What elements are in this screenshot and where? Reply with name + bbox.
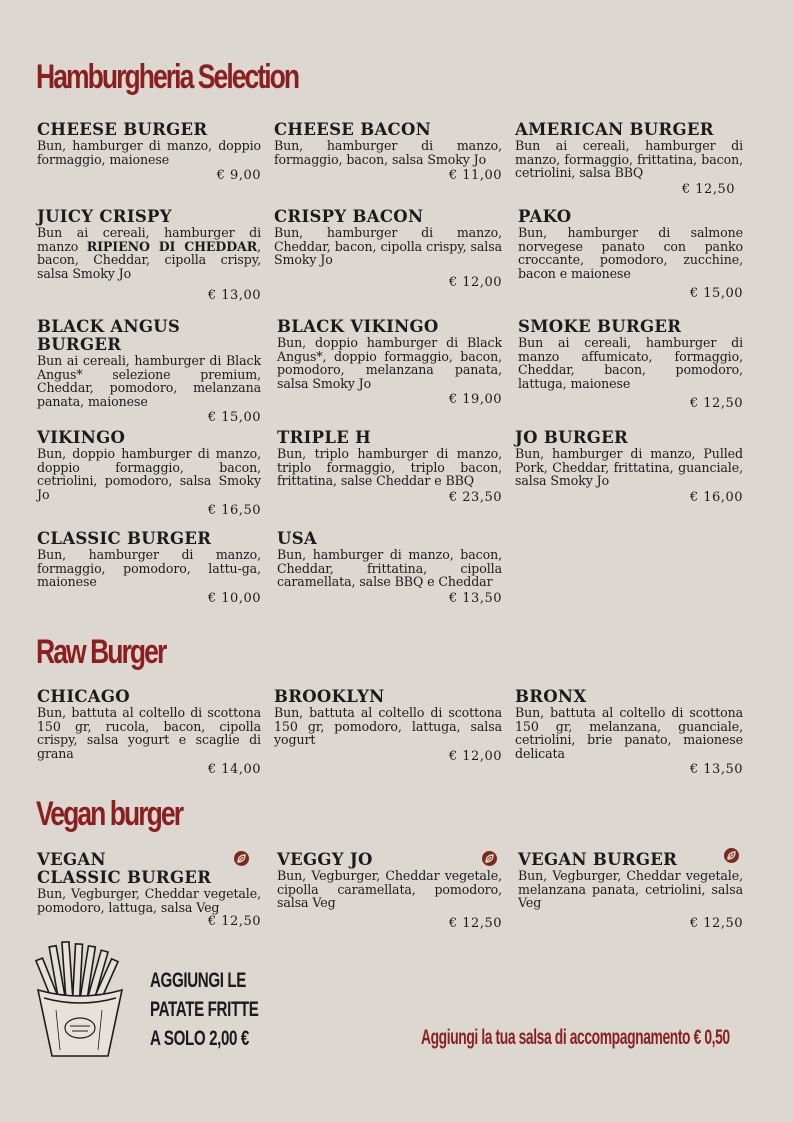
item-name: VEGAN BURGER: [518, 850, 678, 869]
menu-item-smoke-burger: [518, 318, 743, 411]
item-name: PAKO: [518, 207, 572, 226]
item-price: € 13,50: [689, 762, 743, 777]
item-price: € 9,00: [216, 168, 261, 183]
item-name: VIKINGO: [37, 428, 126, 447]
item-description: Bun, battuta al coltello di scottona 150 gr, rucola, bacon, cipolla crispy, salsa yogurt e scaglie di grana: [37, 705, 261, 761]
item-price: € 13,00: [207, 288, 261, 303]
item-price: € 13,50: [448, 590, 502, 606]
menu-item-juicy-crispy: [37, 208, 261, 303]
item-description: Bun, hamburger di manzo, Pulled Pork, Cheddar, frittatina, guanciale, salsa Smoky Jo: [515, 446, 743, 488]
menu-item-chicago: [37, 688, 261, 777]
menu-item-cheese-burger: [37, 121, 261, 183]
item-price: € 12,50: [689, 915, 743, 931]
item-price: € 15,00: [689, 286, 743, 301]
item-price: € 15,00: [207, 410, 261, 425]
item-price: € 12,50: [689, 396, 743, 411]
item-description: Bun, battuta al coltello di scottona 150 gr, melanzana, guanciale, cetriolini, brie panato, maionese delicata: [515, 705, 743, 761]
menu-item-pako: [518, 208, 743, 301]
item-name: BRONX: [515, 687, 587, 706]
menu-item-classic-burger: [37, 530, 261, 606]
section-title-raw-burger: Raw Burger: [36, 633, 166, 671]
item-description: Bun, triplo hamburger di manzo, triplo formaggio, triplo bacon, frittatina, salse Cheddar e BBQ: [277, 446, 502, 488]
leaf-icon: [234, 851, 249, 866]
item-name: USA: [277, 529, 318, 548]
section-title-hamburgheria: Hamburgheria Selection: [36, 58, 299, 96]
menu-item-vegan-classic-burger: [37, 851, 261, 929]
item-description: Bun, doppio hamburger di Black Angus*, doppio formaggio, bacon, pomodoro, melanzana panata, salsa Smoky Jo: [277, 335, 502, 391]
item-name: CRISPY BACON: [274, 207, 424, 226]
item-description: Bun, hamburger di manzo, formaggio, pomodoro, lattu-ga, maionese: [37, 547, 261, 589]
description-highlight: RIPIENO DI CHEDDAR: [86, 238, 258, 254]
menu-item-crispy-bacon: [274, 208, 502, 290]
item-price: € 19,00: [448, 392, 502, 407]
menu-item-american-burger: [515, 121, 743, 197]
menu-item-black-angus-burger: [37, 318, 261, 425]
item-description: Bun, hamburger di salmone norvegese panato con panko croccante, pomodoro, zucchine, bacon e maionese: [518, 225, 743, 281]
item-name: VEGAN CLASSIC BURGER: [37, 850, 212, 887]
item-description: Bun, doppio hamburger di manzo, doppio formaggio, bacon, cetriolini, pomodoro, salsa Smoky Jo: [37, 446, 261, 502]
menu-item-jo-burger: [515, 429, 743, 505]
item-name: AMERICAN BURGER: [515, 120, 714, 139]
item-name: CLASSIC BURGER: [37, 529, 212, 548]
item-description: Bun, Vegburger, Cheddar vegetale, melanzana panata, cetriolini, salsa Veg: [518, 868, 743, 910]
item-price: € 11,00: [448, 168, 502, 183]
item-price: € 12,50: [681, 181, 735, 197]
sauce-promo: Aggiungi la tua salsa di accompagnamento € 0,50: [421, 1026, 730, 1049]
menu-item-cheese-bacon: [274, 121, 502, 183]
menu-item-usa: [277, 530, 502, 606]
fries-promo: AGGIUNGI LE PATATE FRITTE A SOLO 2,00 €: [150, 969, 259, 1050]
item-price: € 14,00: [207, 762, 261, 777]
item-name: BLACK ANGUS BURGER: [37, 317, 181, 354]
item-price: € 12,00: [448, 748, 502, 764]
item-description: Bun ai cereali, hamburger di manzo affumicato, formaggio, Cheddar, bacon, pomodoro, lattuga, maionese: [518, 335, 743, 391]
item-description: [37, 226, 261, 280]
menu-item-veggy-jo: [277, 851, 502, 931]
item-description: Bun, battuta al coltello di scottona 150 gr, pomodoro, lattuga, salsa yogurt: [274, 705, 502, 747]
leaf-icon: [482, 851, 497, 866]
item-name: JUICY CRISPY: [37, 207, 172, 226]
item-price: € 12,50: [207, 914, 261, 929]
description-text: , bacon, Cheddar, cipolla crispy, salsa Smoky Jo: [37, 238, 261, 281]
item-price: € 12,00: [448, 274, 502, 290]
item-description: Bun, hamburger di manzo, bacon, Cheddar, frittatina, cipolla caramellata, salse BBQ e Cheddar: [277, 547, 502, 589]
section-title-vegan-burger: Vegan burger: [36, 795, 183, 833]
item-name: VEGGY JO: [277, 850, 373, 869]
description-text: Bun ai cereali, hamburger di manzo: [37, 225, 261, 254]
item-description: Bun, hamburger di manzo, doppio formaggio, maionese: [37, 138, 261, 167]
item-name: SMOKE BURGER: [518, 317, 682, 336]
item-price: € 16,50: [207, 503, 261, 518]
french-fries-illustration: [30, 940, 130, 1064]
menu-item-brooklyn: [274, 688, 502, 764]
item-description: Bun, hamburger di manzo, Cheddar, bacon, cipolla crispy, salsa Smoky Jo: [274, 225, 502, 267]
item-price: € 23,50: [448, 489, 502, 505]
leaf-icon: [724, 848, 739, 863]
item-price: € 10,00: [207, 590, 261, 606]
item-description: Bun, Vegburger, Cheddar vegetale, pomodoro, lattuga, salsa Veg: [37, 886, 261, 915]
item-name: TRIPLE H: [277, 428, 372, 447]
item-name: CHEESE BACON: [274, 120, 432, 139]
item-price: € 12,50: [448, 915, 502, 931]
item-name: BLACK VIKINGO: [277, 317, 439, 336]
menu-item-vegan-burger: [518, 851, 743, 931]
item-name: CHICAGO: [37, 687, 130, 706]
menu-item-triple-h: [277, 429, 502, 505]
item-description: Bun ai cereali, hamburger di Black Angus* selezione premium, Cheddar, pomodoro, melanzana panata, maionese: [37, 353, 261, 409]
item-description: Bun, Vegburger, Cheddar vegetale, cipolla caramellata, pomodoro, salsa Veg: [277, 868, 502, 910]
menu-item-bronx: [515, 688, 743, 777]
item-name: JO BURGER: [515, 428, 629, 447]
item-name: CHEESE BURGER: [37, 120, 208, 139]
item-description: Bun, hamburger di manzo, formaggio, bacon, salsa Smoky Jo: [274, 138, 502, 167]
item-description: Bun ai cereali, hamburger di manzo, formaggio, frittatina, bacon, cetriolini, salsa BBQ: [515, 138, 743, 180]
item-name: BROOKLYN: [274, 687, 385, 706]
menu-item-black-vikingo: [277, 318, 502, 407]
item-price: € 16,00: [689, 489, 743, 505]
menu-item-vikingo: [37, 429, 261, 518]
